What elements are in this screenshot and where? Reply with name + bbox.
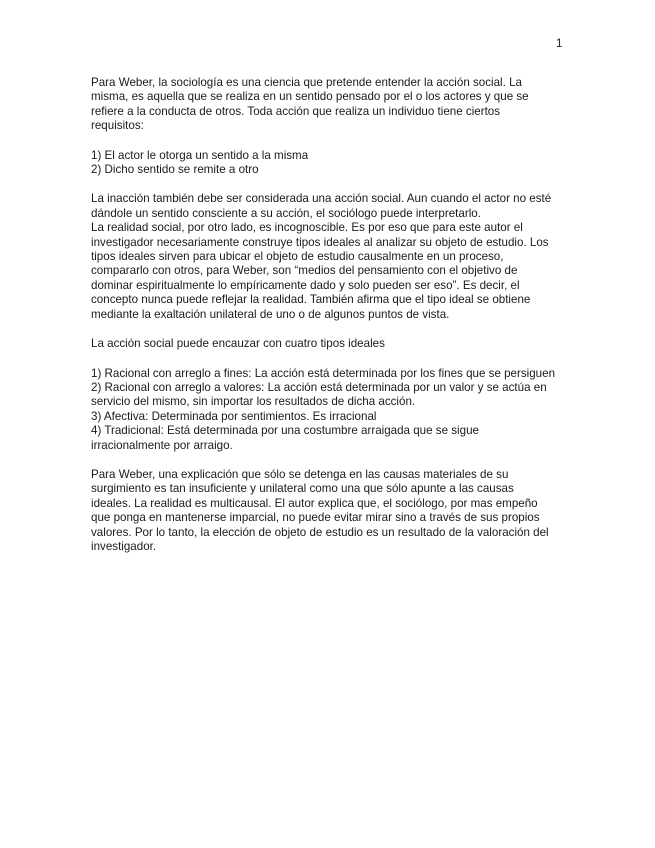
paragraph-gap — [91, 177, 571, 192]
paragraph-inaction: La inacción también debe ser considerada una acción social. Aun cuando el actor no esté dándole un sentido consciente a su acción, el sociólogo puede interpretarlo. La realidad social, por otro lado, es incognoscible. Es por eso que para este autor el investigador necesariamente construye tipos ideales al analizar su objeto de estudio. Los tipos ideales sirven para ubicar el objeto de estudio causalmente en un proceso, compararlo con otros, para Weber, son “medios del pensamiento con el objetivo de dominar espiritualmente lo empíricamente dado y solo pueden ser eso”. Es decir, el concepto nunca puede reflejar la realidad. También afirma que el tipo ideal se obtiene mediante la exaltación unilateral de uno o de algunos puntos de vista. — [91, 192, 552, 321]
page-number: 1 — [556, 38, 563, 50]
paragraph-conclusion: Para Weber, una explicación que sólo se detenga en las causas materiales de su surgimiento es tan insuficiente y unilateral como una que sólo apunte a las causas ideales. La realidad es multicausal. El autor explica que, el sociólogo, por mas empeño que ponga en mantenerse imparcial, no puede evitar mirar sino a través de sus propios valores. Por lo tanto, la elección de objeto de estudio es un resultado de la valoración del investigador. — [91, 467, 549, 553]
paragraph-ideal-types-intro: La acción social puede encauzar con cuatro tipos ideales — [91, 337, 385, 351]
paragraph-gap — [91, 134, 571, 149]
document-body — [91, 76, 571, 554]
paragraph-intro: Para Weber, la sociología es una ciencia que pretende entender la acción social. La misma, es aquella que se realiza en un sentido pensado por el o los actores y que se refiere a la conducta de otros. Toda acción que realiza un individuo tiene ciertos requisitos: — [91, 76, 529, 133]
paragraph-gap — [91, 453, 571, 468]
paragraph-gap — [91, 322, 571, 337]
requirements-list: 1) El actor le otorga un sentido a la misma 2) Dicho sentido se remite a otro — [91, 148, 309, 177]
ideal-types-list: 1) Racional con arreglo a fines: La acción está determinada por los fines que se persiguen 2) Racional con arreglo a valores: La acción está determinada por un valor y se actúa en servicio del mismo, sin importar los resultados de dicha acción. 3) Afectiva: Determinada por sentimientos. Es irracional 4) Tradicional: Está determinada por una costumbre arraigada que se sigue irracionalmente por arraigo. — [91, 366, 556, 452]
paragraph-gap — [91, 352, 571, 367]
